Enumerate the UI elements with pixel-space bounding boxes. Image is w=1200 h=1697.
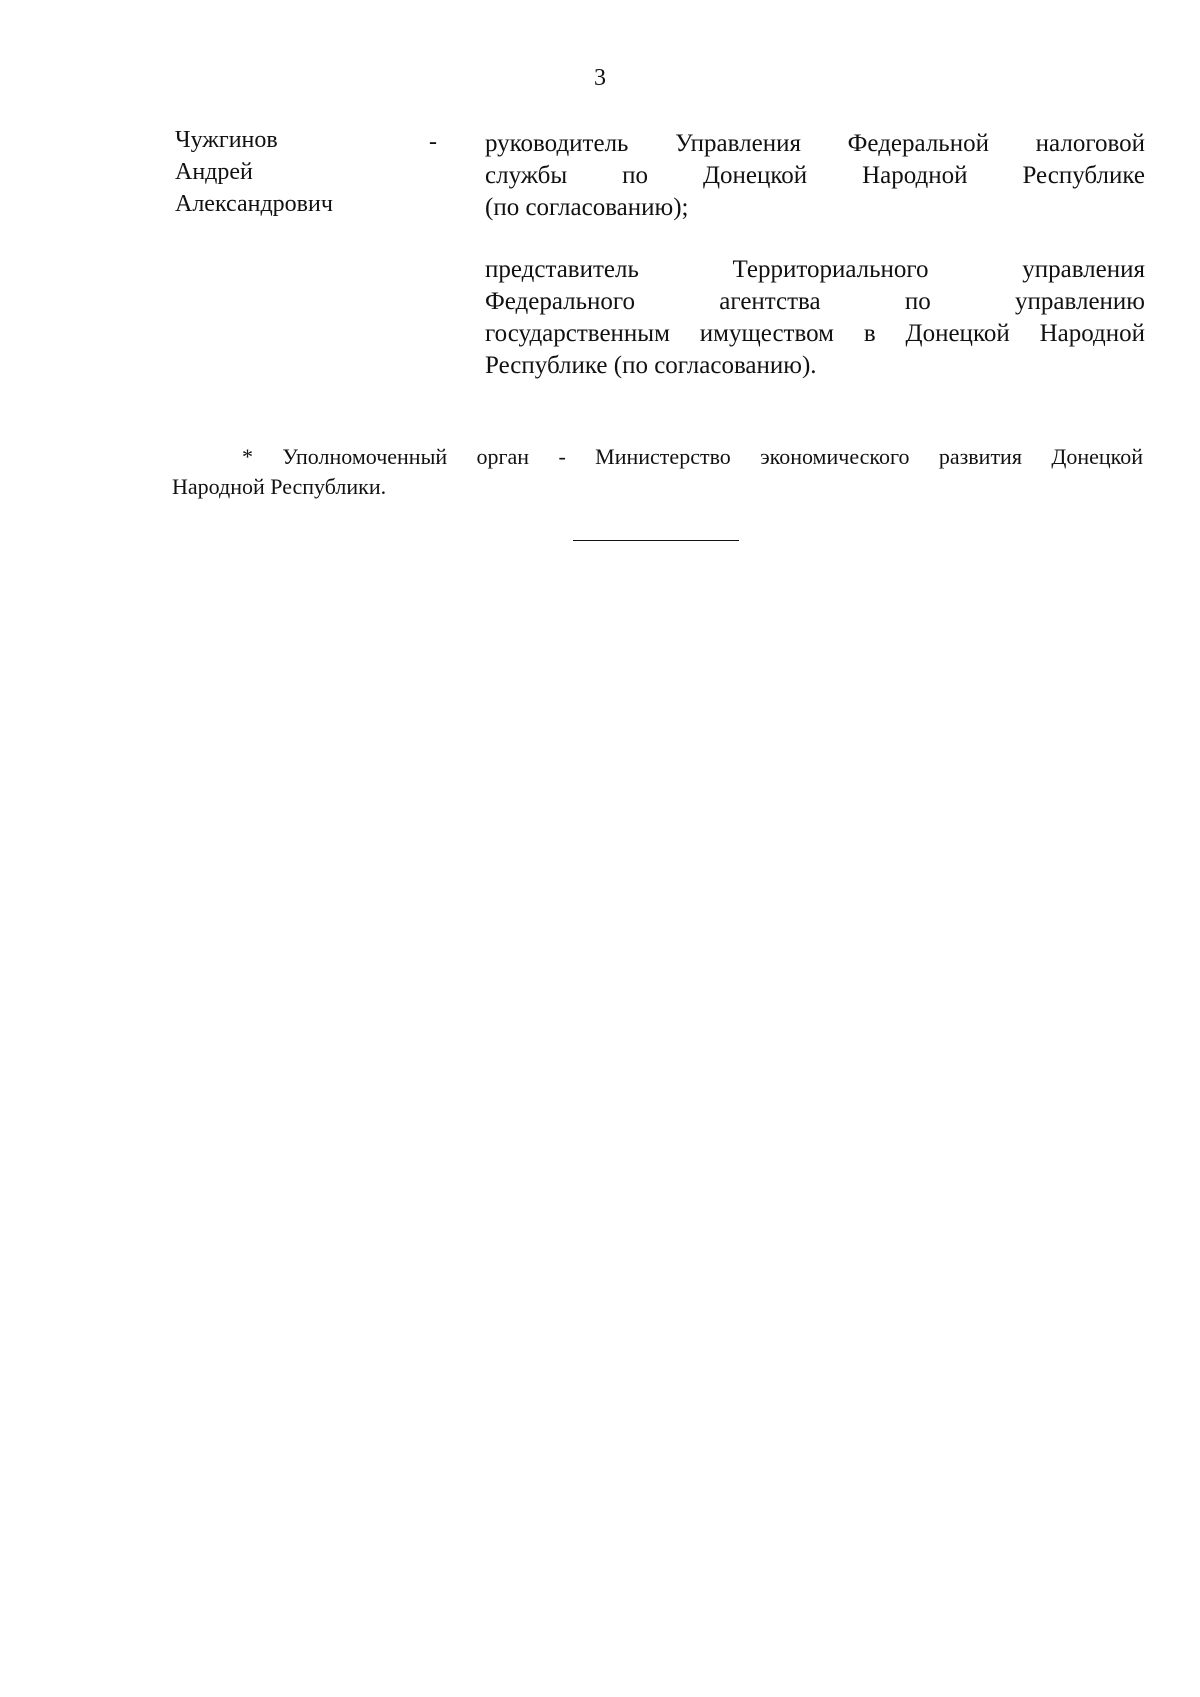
member-role-line: (по согласованию); xyxy=(485,194,689,221)
member-dash: - xyxy=(429,129,437,155)
footnote-line: Народной Республики. xyxy=(172,474,387,499)
member-role-line: руководитель Управления Федеральной налоговой xyxy=(485,130,1145,157)
end-divider xyxy=(573,540,739,541)
member-role xyxy=(485,128,1145,224)
footnote-line: * Уполномоченный орган - Министерство экономического развития Донецкой xyxy=(242,444,1143,469)
member-role-line: Федерального агентства по управлению xyxy=(485,288,1145,315)
member-role-line: службы по Донецкой Народной Республике xyxy=(485,162,1145,189)
member-surname: Чужгинов xyxy=(175,127,278,153)
member-first-name: Андрей xyxy=(175,159,253,185)
footnote xyxy=(172,442,1143,502)
member-role-line: представитель Территориального управления xyxy=(485,256,1145,283)
member-patronymic: Александрович xyxy=(175,191,333,217)
member-entry-representative xyxy=(485,254,1145,382)
member-full-name xyxy=(175,124,405,220)
page-number: 3 xyxy=(594,65,606,91)
member-role-line: государственным имуществом в Донецкой Народной xyxy=(485,320,1145,347)
member-role-line: Республике (по согласованию). xyxy=(485,352,817,379)
